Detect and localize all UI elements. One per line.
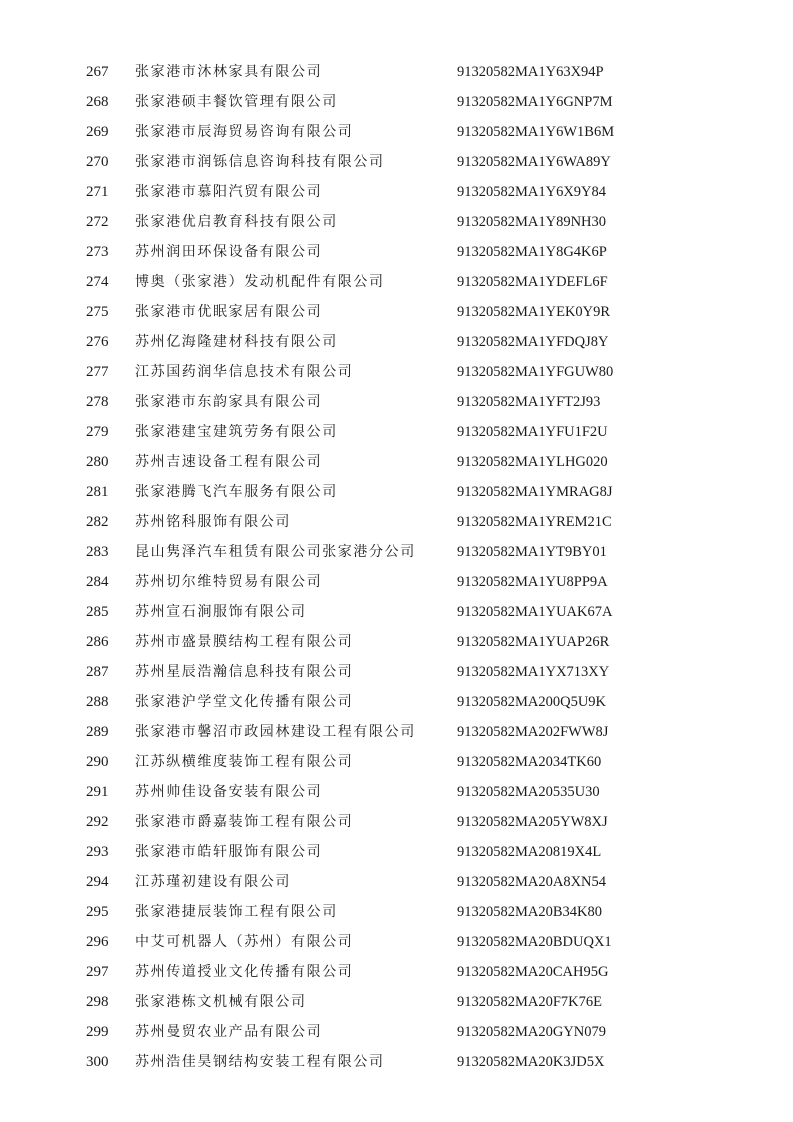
company-name: 张家港建宝建筑劳务有限公司 bbox=[135, 424, 338, 440]
credit-code: 91320582MA1YX713XY bbox=[457, 664, 610, 680]
credit-code: 91320582MA20B34K80 bbox=[457, 904, 603, 920]
list-row bbox=[0, 147, 793, 177]
list-row bbox=[0, 777, 793, 807]
credit-code: 91320582MA1YFDQJ8Y bbox=[457, 334, 609, 350]
row-number: 298 bbox=[86, 994, 109, 1010]
row-number: 290 bbox=[86, 754, 109, 770]
row-number: 281 bbox=[86, 484, 109, 500]
company-name: 苏州浩佳昊钢结构安装工程有限公司 bbox=[135, 1054, 385, 1070]
credit-code: 91320582MA1YFT2J93 bbox=[457, 394, 601, 410]
credit-code: 91320582MA202FWW8J bbox=[457, 724, 609, 740]
row-number: 268 bbox=[86, 94, 109, 110]
row-number: 289 bbox=[86, 724, 109, 740]
list-row bbox=[0, 807, 793, 837]
credit-code: 91320582MA1Y6GNP7M bbox=[457, 94, 613, 110]
row-number: 278 bbox=[86, 394, 109, 410]
company-name: 张家港硕丰餐饮管理有限公司 bbox=[135, 94, 338, 110]
company-name: 张家港捷辰装饰工程有限公司 bbox=[135, 904, 338, 920]
row-number: 296 bbox=[86, 934, 109, 950]
company-name: 张家港市润铄信息咨询科技有限公司 bbox=[135, 154, 385, 170]
company-name: 张家港市沐林家具有限公司 bbox=[135, 64, 323, 80]
credit-code: 91320582MA205YW8XJ bbox=[457, 814, 608, 830]
list-row bbox=[0, 87, 793, 117]
credit-code: 91320582MA1Y6X9Y84 bbox=[457, 184, 607, 200]
list-row bbox=[0, 957, 793, 987]
credit-code: 91320582MA1YU8PP9A bbox=[457, 574, 608, 590]
company-name: 江苏纵横维度装饰工程有限公司 bbox=[135, 754, 354, 770]
list-row bbox=[0, 477, 793, 507]
row-number: 270 bbox=[86, 154, 109, 170]
company-name: 苏州亿海隆建材科技有限公司 bbox=[135, 334, 338, 350]
list-row bbox=[0, 747, 793, 777]
list-row bbox=[0, 1047, 793, 1077]
list-row bbox=[0, 657, 793, 687]
row-number: 282 bbox=[86, 514, 109, 530]
list-row bbox=[0, 417, 793, 447]
row-number: 292 bbox=[86, 814, 109, 830]
company-name: 昆山隽泽汽车租赁有限公司张家港分公司 bbox=[135, 544, 416, 560]
company-name: 苏州星辰浩瀚信息科技有限公司 bbox=[135, 664, 354, 680]
company-name: 江苏瑾初建设有限公司 bbox=[135, 874, 291, 890]
credit-code: 91320582MA1Y6WA89Y bbox=[457, 154, 611, 170]
credit-code: 91320582MA1YFGUW80 bbox=[457, 364, 614, 380]
list-row bbox=[0, 1017, 793, 1047]
company-name: 苏州市盛景膜结构工程有限公司 bbox=[135, 634, 354, 650]
company-name: 张家港市优眠家居有限公司 bbox=[135, 304, 323, 320]
row-number: 276 bbox=[86, 334, 109, 350]
list-row bbox=[0, 927, 793, 957]
list-row bbox=[0, 387, 793, 417]
row-number: 291 bbox=[86, 784, 109, 800]
row-number: 293 bbox=[86, 844, 109, 860]
company-name: 苏州曼贸农业产品有限公司 bbox=[135, 1024, 323, 1040]
list-row bbox=[0, 537, 793, 567]
credit-code: 91320582MA20F7K76E bbox=[457, 994, 603, 1010]
list-row bbox=[0, 297, 793, 327]
credit-code: 91320582MA20GYN079 bbox=[457, 1024, 607, 1040]
company-name: 苏州吉速设备工程有限公司 bbox=[135, 454, 323, 470]
row-number: 294 bbox=[86, 874, 109, 890]
company-name: 苏州帅佳设备安装有限公司 bbox=[135, 784, 323, 800]
company-name: 张家港市馨沼市政园林建设工程有限公司 bbox=[135, 724, 416, 740]
credit-code: 91320582MA1YLHG020 bbox=[457, 454, 608, 470]
company-name: 张家港腾飞汽车服务有限公司 bbox=[135, 484, 338, 500]
row-number: 287 bbox=[86, 664, 109, 680]
row-number: 273 bbox=[86, 244, 109, 260]
company-name: 博奥（张家港）发动机配件有限公司 bbox=[135, 274, 385, 290]
credit-code: 91320582MA20K3JD5X bbox=[457, 1054, 605, 1070]
company-list bbox=[0, 57, 793, 1077]
credit-code: 91320582MA1YREM21C bbox=[457, 514, 612, 530]
row-number: 286 bbox=[86, 634, 109, 650]
list-row bbox=[0, 357, 793, 387]
list-row bbox=[0, 447, 793, 477]
list-row bbox=[0, 687, 793, 717]
credit-code: 91320582MA1YFU1F2U bbox=[457, 424, 608, 440]
credit-code: 91320582MA1YT9BY01 bbox=[457, 544, 607, 560]
credit-code: 91320582MA1Y6W1B6M bbox=[457, 124, 615, 140]
company-name: 江苏国药润华信息技术有限公司 bbox=[135, 364, 354, 380]
row-number: 272 bbox=[86, 214, 109, 230]
credit-code: 91320582MA1YUAP26R bbox=[457, 634, 610, 650]
company-name: 张家港优启教育科技有限公司 bbox=[135, 214, 338, 230]
row-number: 285 bbox=[86, 604, 109, 620]
company-name: 张家港市慕阳汽贸有限公司 bbox=[135, 184, 323, 200]
list-row bbox=[0, 837, 793, 867]
company-name: 苏州传道授业文化传播有限公司 bbox=[135, 964, 354, 980]
list-row bbox=[0, 897, 793, 927]
row-number: 267 bbox=[86, 64, 109, 80]
credit-code: 91320582MA1Y89NH30 bbox=[457, 214, 607, 230]
list-row bbox=[0, 117, 793, 147]
credit-code: 91320582MA1YMRAG8J bbox=[457, 484, 613, 500]
row-number: 277 bbox=[86, 364, 109, 380]
credit-code: 91320582MA1YUAK67A bbox=[457, 604, 613, 620]
company-name: 苏州宣石涧服饰有限公司 bbox=[135, 604, 307, 620]
row-number: 299 bbox=[86, 1024, 109, 1040]
row-number: 288 bbox=[86, 694, 109, 710]
list-row bbox=[0, 57, 793, 87]
list-row bbox=[0, 507, 793, 537]
company-name: 中艾可机器人（苏州）有限公司 bbox=[135, 934, 354, 950]
company-name: 张家港沪学堂文化传播有限公司 bbox=[135, 694, 354, 710]
company-name: 张家港市爵嘉装饰工程有限公司 bbox=[135, 814, 354, 830]
list-row bbox=[0, 237, 793, 267]
row-number: 283 bbox=[86, 544, 109, 560]
list-row bbox=[0, 267, 793, 297]
credit-code: 91320582MA2034TK60 bbox=[457, 754, 602, 770]
credit-code: 91320582MA1YDEFL6F bbox=[457, 274, 608, 290]
credit-code: 91320582MA1YEK0Y9R bbox=[457, 304, 611, 320]
list-row bbox=[0, 627, 793, 657]
credit-code: 91320582MA1Y8G4K6P bbox=[457, 244, 607, 260]
row-number: 279 bbox=[86, 424, 109, 440]
company-name: 苏州润田环保设备有限公司 bbox=[135, 244, 323, 260]
row-number: 274 bbox=[86, 274, 109, 290]
list-row bbox=[0, 207, 793, 237]
row-number: 280 bbox=[86, 454, 109, 470]
credit-code: 91320582MA1Y63X94P bbox=[457, 64, 604, 80]
credit-code: 91320582MA20BDUQX1 bbox=[457, 934, 612, 950]
row-number: 271 bbox=[86, 184, 109, 200]
credit-code: 91320582MA20819X4L bbox=[457, 844, 602, 860]
list-row bbox=[0, 177, 793, 207]
list-row bbox=[0, 717, 793, 747]
credit-code: 91320582MA20CAH95G bbox=[457, 964, 609, 980]
company-name: 张家港市辰海贸易咨询有限公司 bbox=[135, 124, 354, 140]
company-name: 张家港栋文机械有限公司 bbox=[135, 994, 307, 1010]
list-row bbox=[0, 567, 793, 597]
row-number: 275 bbox=[86, 304, 109, 320]
credit-code: 91320582MA20A8XN54 bbox=[457, 874, 607, 890]
credit-code: 91320582MA200Q5U9K bbox=[457, 694, 607, 710]
row-number: 269 bbox=[86, 124, 109, 140]
list-row bbox=[0, 867, 793, 897]
company-name: 张家港市东韵家具有限公司 bbox=[135, 394, 323, 410]
credit-code: 91320582MA20535U30 bbox=[457, 784, 600, 800]
company-name: 苏州铭科服饰有限公司 bbox=[135, 514, 291, 530]
company-name: 张家港市皓轩服饰有限公司 bbox=[135, 844, 323, 860]
row-number: 300 bbox=[86, 1054, 109, 1070]
row-number: 295 bbox=[86, 904, 109, 920]
row-number: 284 bbox=[86, 574, 109, 590]
list-row bbox=[0, 597, 793, 627]
company-name: 苏州切尔维特贸易有限公司 bbox=[135, 574, 323, 590]
list-row bbox=[0, 987, 793, 1017]
list-row bbox=[0, 327, 793, 357]
row-number: 297 bbox=[86, 964, 109, 980]
